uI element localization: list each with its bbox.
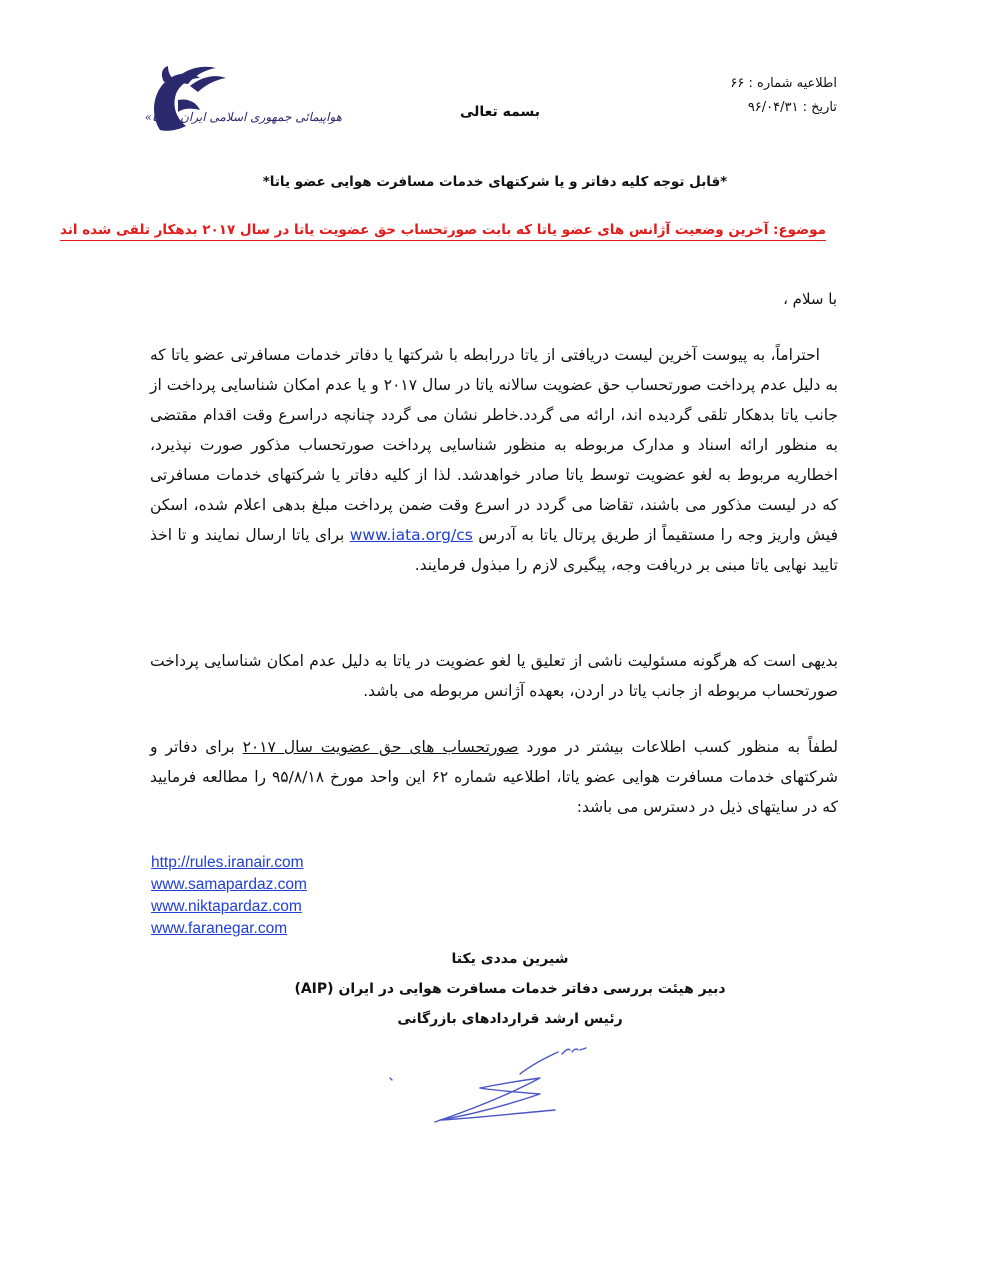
notice-number: اطلاعیه شماره : ۶۶	[730, 76, 837, 91]
handwritten-signature-icon	[380, 1044, 620, 1134]
link-faranegar[interactable]: www.faranegar.com	[151, 920, 288, 937]
signatory-title	[250, 974, 770, 1004]
paragraph-main-text-end: برای یاتا ارسال نمایند و تا اخذ تایید نهایی یاتا مبنی بر دریافت وجه، پیگیری لازم را مبذول فرمایند.	[150, 526, 838, 574]
paragraph-liability: بدیهی است که هرگونه مسئولیت ناشی از تعلیق یا لغو عضویت در یاتا به دلیل عدم امکان شناسایی پرداخت صورتحساب مربوطه از جانب یاتا در اردن، بعهده آژانس مربوطه می باشد.	[150, 652, 838, 700]
link-niktapardaz[interactable]: www.niktapardaz.com	[151, 898, 302, 915]
subject-line	[60, 222, 826, 238]
signatory-title-text: دبیر هیئت بررسی دفاتر خدمات مسافرت هوایی در ایران	[338, 981, 726, 997]
notice-date: تاریخ : ۹۶/۰۴/۳۱	[747, 100, 837, 115]
notice-meta	[577, 72, 837, 120]
iata-portal-link[interactable]: www.iata.org/cs	[349, 526, 473, 544]
basmala-heading: بسمه تعالی	[459, 104, 541, 120]
signatory-name: شیرین مددی یکتا	[451, 951, 569, 967]
signatory-position: رئیس ارشد قراردادهای بازرگانی	[397, 1011, 623, 1027]
paragraph-main	[150, 340, 838, 580]
homa-bird-logo-icon	[130, 60, 340, 150]
subject-text: موضوع: آخرین وضعیت آژانس های عضو یاتا که بابت صورتحساب حق عضویت یاتا در سال ۲۰۱۷ بدهکار تلقی شده اند	[60, 222, 826, 241]
paragraph-more-info-end: برای دفاتر و شرکتهای خدمات مسافرت هوایی عضو یاتا، اطلاعیه شماره ۶۲ این واحد مورخ ۹۵/۸/۱۸ را مطالعه فرمایید که در سایتهای ذیل در دسترس می باشد:	[150, 738, 838, 816]
paragraph-more-info-start: لطفاً به منظور کسب اطلاعات بیشتر در مورد	[526, 738, 839, 756]
website-links	[151, 852, 411, 940]
paragraph-more-info	[150, 732, 838, 822]
underlined-phrase: صورتحساب های حق عضویت سال ۲۰۱۷	[242, 738, 519, 756]
paragraph-main-text: احتراماً، به پیوست آخرین لیست دریافتی از یاتا دررابطه با شرکتها یا دفاتر خدمات مسافرتی عضو یاتا که به دلیل عدم پرداخت صورتحساب حق عضویت سالانه یاتا در سال ۲۰۱۷ و یا عدم امکان شناسایی پرداخت از جانب یاتا بدهکار تلقی گردیده اند، ارائه می گردد.خاطر نشان می گردد چنانچه دراسرع وقت اقدام مقتضی به منظور ارائه اسناد و مدارک مربوطه به منظور شناسایی پرداخت صورتحساب مذکور صورت نپذیرد، اخطاریه مربوط به لغو عضویت توسط یاتا صادر خواهدشد. لذا از کلیه دفاتر یا شرکتهای خدمات مسافرتی که در لیست مذکور می باشند، تقاضا می گردد در اسرع وقت ضمن پرداخت مبلغ بدهی اعلام شده، اسکن فیش واریز وجه را مستقیماً از طریق پرتال یاتا به آدرس	[150, 346, 838, 544]
logo-text: هواپیمائی جمهوری اسلامی ایران «هما»	[144, 110, 342, 124]
signatory-title-abbr: (AIP)	[294, 981, 334, 997]
link-samapardaz[interactable]: www.samapardaz.com	[151, 876, 307, 893]
greeting: با سلام ،	[783, 290, 837, 308]
signatory-block	[250, 944, 770, 1034]
attention-line: *قابل توجه کلیه دفاتر و یا شرکتهای خدمات مسافرت هوایی عضو یاتا*	[262, 174, 728, 190]
link-rules-iranair[interactable]: http://rules.iranair.com	[151, 854, 304, 871]
